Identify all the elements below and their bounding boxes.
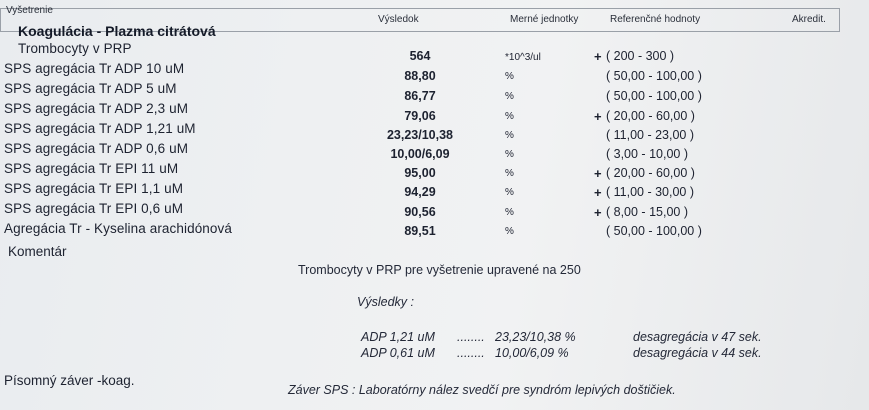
table-row	[0, 81, 869, 101]
abnormal-flag: +	[594, 205, 602, 220]
comment-note: Trombocyty v PRP pre vyšetrenie upravené na 250	[298, 263, 581, 277]
test-result: 564	[409, 49, 431, 63]
test-unit: %	[505, 149, 514, 160]
test-unit: %	[505, 91, 514, 102]
test-name: SPS agregácia Tr EPI 1,1 uM	[4, 181, 184, 196]
result-line-label: ADP 1,21 uM	[361, 330, 435, 344]
test-name: SPS agregácia Tr ADP 1,21 uM	[4, 121, 196, 136]
header-reference: Referenčné hodnoty	[610, 14, 701, 25]
header-result: Výsledok	[378, 14, 419, 25]
test-name: SPS agregácia Tr ADP 5 uM	[4, 81, 177, 96]
table-row	[0, 121, 869, 141]
comment-label: Komentár	[8, 244, 67, 259]
reference-range: ( 8,00 - 15,00 )	[606, 205, 688, 219]
reference-range: ( 50,00 - 100,00 )	[606, 69, 702, 83]
test-name: SPS agregácia Tr EPI 11 uM	[4, 161, 179, 176]
test-unit: %	[505, 130, 514, 141]
result-line-label: ADP 0,61 uM	[361, 346, 435, 360]
test-unit: %	[505, 207, 514, 218]
test-name: Trombocyty v PRP	[18, 41, 132, 56]
reference-range: ( 11,00 - 23,00 )	[606, 128, 695, 142]
header-accredit: Akredit.	[792, 14, 826, 25]
test-result: 95,00	[404, 166, 436, 180]
results-label: Výsledky :	[357, 295, 414, 309]
test-name: SPS agregácia Tr EPI 0,6 uM	[4, 201, 184, 216]
result-line-dots: ........	[457, 346, 485, 360]
result-line-value: 10,00/6,09 %	[495, 346, 569, 360]
test-unit: %	[505, 168, 514, 179]
reference-range: ( 11,00 - 30,00 )	[606, 185, 695, 199]
test-name: Agregácia Tr - Kyselina arachidónová	[4, 221, 232, 236]
table-row	[0, 41, 869, 64]
header-units: Merné jednotky	[510, 14, 579, 25]
test-result: 23,23/10,38	[386, 128, 454, 142]
test-unit: %	[505, 111, 514, 122]
result-line-value: 23,23/10,38 %	[495, 330, 576, 344]
test-result: 90,56	[404, 205, 436, 219]
abnormal-flag: +	[594, 185, 602, 200]
test-unit: %	[505, 187, 514, 198]
table-row	[0, 61, 869, 81]
table-row	[0, 141, 869, 161]
section-title: Koagulácia - Plazma citrátová	[18, 23, 216, 39]
test-unit: %	[505, 226, 514, 237]
test-result: 79,06	[404, 109, 436, 123]
result-line-dots: ........	[457, 330, 485, 344]
test-result: 88,80	[404, 69, 436, 83]
test-unit: *10^3/ul	[505, 52, 541, 63]
written-conclusion: Písomný záver -koag.	[4, 373, 135, 388]
reference-range: ( 50,00 - 100,00 )	[606, 224, 702, 238]
test-result: 86,77	[404, 89, 436, 103]
test-result: 10,00/6,09	[390, 147, 450, 161]
reference-range: ( 20,00 - 60,00 )	[606, 109, 695, 123]
reference-range: ( 20,00 - 60,00 )	[606, 166, 695, 180]
test-name: SPS agregácia Tr ADP 2,3 uM	[4, 101, 189, 116]
header-exam: Vyšetrenie	[6, 5, 53, 16]
test-unit: %	[505, 71, 514, 82]
abnormal-flag: +	[594, 49, 602, 64]
abnormal-flag: +	[594, 109, 602, 124]
result-line-desc: desagregácia v 47 sek.	[633, 330, 762, 344]
table-row	[0, 201, 869, 221]
test-name: SPS agregácia Tr ADP 0,6 uM	[4, 141, 189, 156]
reference-range: ( 50,00 - 100,00 )	[606, 89, 702, 103]
abnormal-flag: +	[594, 166, 602, 181]
test-name: SPS agregácia Tr ADP 10 uM	[4, 61, 185, 76]
table-row	[0, 161, 869, 181]
reference-range: ( 3,00 - 10,00 )	[606, 147, 688, 161]
test-result: 89,51	[404, 224, 436, 238]
test-result: 94,29	[404, 185, 436, 199]
table-row	[0, 221, 869, 241]
sps-conclusion: Záver SPS : Laboratórny nález svedčí pre syndróm lepivých doštičiek.	[288, 383, 676, 397]
table-row	[0, 181, 869, 201]
table-row	[0, 101, 869, 124]
reference-range: ( 200 - 300 )	[606, 49, 675, 63]
result-line-desc: desagregácia v 44 sek.	[633, 346, 762, 360]
